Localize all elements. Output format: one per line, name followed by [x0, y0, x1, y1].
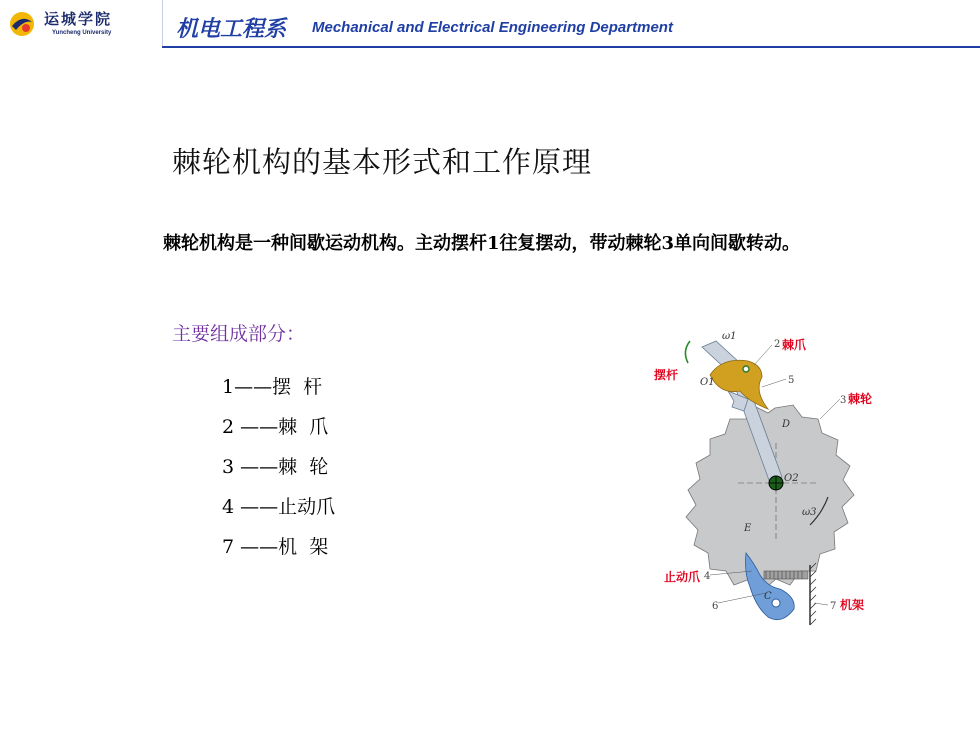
label-stop-pawl: 止动爪	[664, 570, 701, 584]
ratchet-wheel	[686, 405, 854, 591]
leader-2	[754, 345, 772, 365]
frame-hatching	[810, 563, 816, 625]
list-item: 4 ——止动爪	[222, 496, 336, 518]
parts-list	[222, 372, 335, 572]
department-name-en: Mechanical and Electrical Engineering Department	[312, 19, 673, 36]
number-7: 7	[830, 601, 837, 612]
letter-o1: O1	[700, 377, 715, 388]
number-5: 5	[788, 375, 795, 386]
header-underline	[162, 46, 980, 48]
frame-wall	[810, 563, 816, 625]
letter-e: E	[744, 523, 752, 534]
slide-title: 棘轮机构的基本形式和工作原理	[172, 145, 593, 179]
university-logo	[8, 8, 158, 42]
letter-omega1: ω1	[722, 331, 737, 342]
university-emblem-icon	[8, 10, 36, 38]
label-pawl: 棘爪	[782, 338, 807, 352]
department-name-cn: 机电工程系	[176, 17, 287, 42]
number-3: 3	[840, 395, 847, 406]
number-2: 2	[774, 339, 781, 350]
stop-pawl-pivot	[772, 599, 780, 607]
spring	[764, 571, 808, 579]
intro-paragraph: 棘轮机构是一种间歇运动机构。主动摆杆1往复摆动，带动棘轮3单向间歇转动。	[163, 233, 801, 254]
list-item: 2 ——棘 爪	[222, 416, 329, 438]
logo-chinese-name: 运城学院	[44, 10, 113, 28]
label-rocker: 摆杆	[654, 368, 679, 382]
leader-5	[762, 379, 786, 387]
list-item: 3 ——棘 轮	[222, 456, 329, 478]
letter-c: C	[764, 591, 772, 602]
letter-d: D	[782, 419, 791, 430]
letter-o2: O2	[784, 473, 799, 484]
number-4: 4	[704, 571, 711, 582]
pawl-pivot	[743, 366, 749, 372]
header-separator	[162, 0, 163, 48]
leader-3	[820, 399, 840, 419]
number-6: 6	[712, 601, 719, 612]
letter-omega3: ω3	[802, 507, 817, 518]
ratchet-teeth	[686, 405, 854, 591]
omega1-arrow-icon	[685, 341, 690, 363]
header-bar	[0, 0, 980, 48]
parts-heading: 主要组成部分：	[172, 323, 306, 345]
list-item: 1——摆 杆	[222, 376, 323, 398]
list-item: 7 ——机 架	[222, 536, 329, 558]
ratchet-mechanism-diagram	[650, 325, 890, 630]
leader-7	[814, 603, 828, 605]
label-frame: 机架	[840, 598, 865, 612]
label-ratchet: 棘轮	[848, 392, 873, 406]
logo-english-name: Yuncheng University	[52, 30, 112, 36]
